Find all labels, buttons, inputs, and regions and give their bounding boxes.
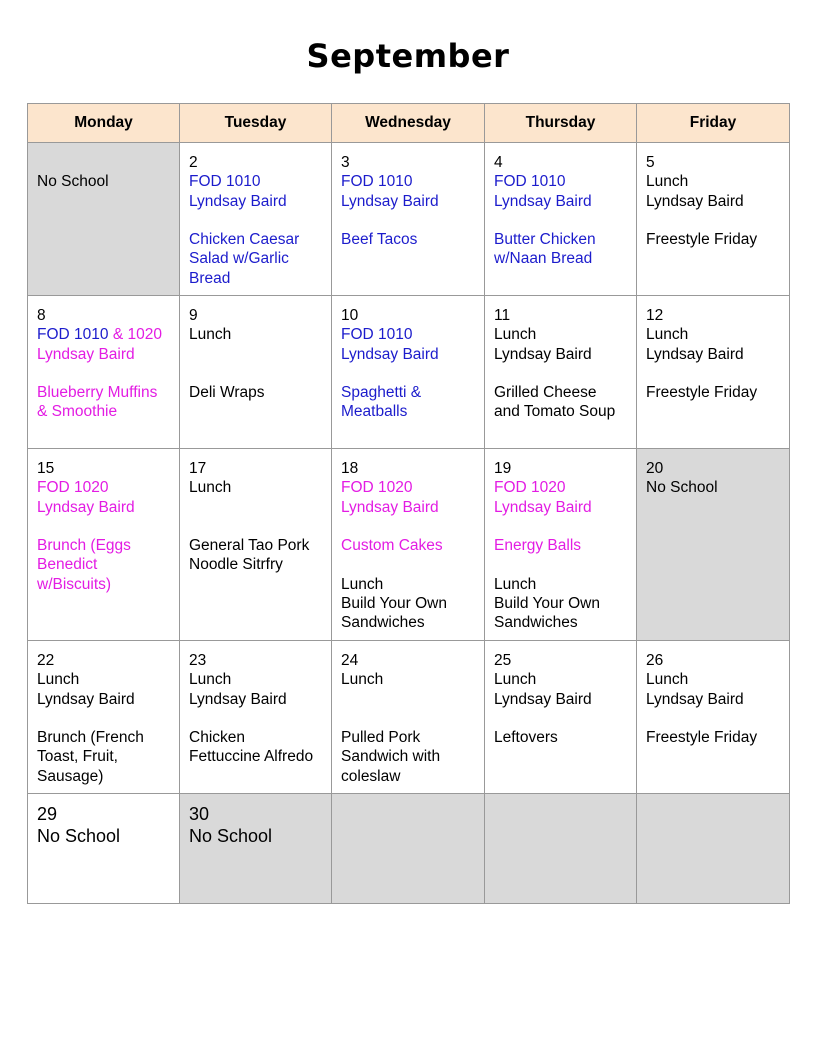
day-cell [485,449,637,641]
day-cell [332,641,485,794]
menu-item: Custom Cakes [341,537,443,555]
course-code: Lunch [646,173,689,191]
course-code: Lunch [189,671,232,689]
menu-item: w/Biscuits) [37,575,112,593]
date-number: 18 [341,460,359,477]
menu-item: Chicken [189,729,245,747]
course-code: Lunch [189,479,232,497]
menu-item: Butter Chicken [494,231,596,249]
date-number: 24 [341,652,359,669]
menu-item: Salad w/Garlic [189,250,289,268]
day-cell-empty [485,794,637,904]
date-number: 9 [189,307,198,324]
date-number: 15 [37,460,55,477]
day-cell-no-school [28,143,180,296]
date-number: 11 [494,307,511,324]
date-number: 10 [341,307,359,324]
day-cell [332,143,485,296]
teacher-name: Lyndsay Baird [494,498,592,516]
date-number: 29 [37,804,58,824]
course-code [37,325,170,344]
menu-item: Beef Tacos [341,231,418,249]
teacher-name: Lyndsay Baird [646,192,744,210]
teacher-name: Lyndsay Baird [646,345,744,363]
course-code: FOD 1010 [341,173,413,191]
date-number: 19 [494,460,512,477]
teacher-name: Lyndsay Baird [341,192,439,210]
menu-item: Spaghetti & [341,384,422,402]
menu-item: General Tao Pork [189,537,310,555]
date-number: 3 [341,154,350,171]
menu-item: coleslaw [341,767,401,785]
calendar-week-row [28,794,790,904]
course-code: Lunch [341,671,384,689]
teacher-name: Lyndsay Baird [37,345,135,363]
header-wednesday: Wednesday [332,104,485,143]
menu-item: Freestyle Friday [646,729,758,747]
day-cell [637,641,790,794]
day-cell [180,641,332,794]
menu-item: Fettuccine Alfredo [189,748,314,766]
course-code-1010: FOD 1010 [37,326,109,344]
menu-item: Sandwich with [341,748,441,766]
date-number: 20 [646,460,664,477]
course-code: Lunch [189,326,232,344]
menu-item: Chicken Caesar [189,231,300,249]
course-code-ampersand: & [108,326,128,344]
teacher-name: Lyndsay Baird [341,345,439,363]
date-number: 5 [646,154,655,171]
day-cell-empty [332,794,485,904]
menu-item: Freestyle Friday [646,231,758,249]
teacher-name: Lyndsay Baird [494,690,592,708]
teacher-name: Lyndsay Baird [189,192,287,210]
day-cell-no-school [637,449,790,641]
date-number: 2 [189,154,198,171]
calendar-table [27,103,790,904]
lunch-menu-item: Sandwiches [341,614,425,632]
header-monday: Monday [28,104,180,143]
day-cell [485,143,637,296]
day-cell [485,296,637,449]
day-cell [332,449,485,641]
lunch-menu-item: Sandwiches [494,614,578,632]
menu-item: Noodle Sitrfry [189,556,283,574]
lunch-label: Lunch [494,575,537,593]
day-cell [485,641,637,794]
menu-item: Brunch (French [37,729,144,747]
menu-item: & Smoothie [37,403,118,421]
course-code: Lunch [37,671,80,689]
menu-item: Freestyle Friday [646,384,758,402]
menu-item: Brunch (Eggs [37,537,131,555]
day-cell [28,296,180,449]
date-number: 25 [494,652,512,669]
no-school-label: No School [37,826,121,846]
lunch-menu-item: Build Your Own [341,595,447,613]
day-cell [180,449,332,641]
date-number: 30 [189,804,210,824]
calendar-week-row [28,641,790,794]
menu-item: Blueberry Muffins [37,384,158,402]
day-cell [637,296,790,449]
date-number: 8 [37,307,46,324]
menu-item: and Tomato Soup [494,403,616,421]
teacher-name: Lyndsay Baird [494,192,592,210]
date-number: 17 [189,460,207,477]
lunch-menu-item: Build Your Own [494,595,600,613]
date-number: 12 [646,307,664,324]
course-code: Lunch [646,326,689,344]
calendar-week-row [28,449,790,641]
menu-item: Energy Balls [494,537,582,555]
date-number: 26 [646,652,664,669]
teacher-name: Lyndsay Baird [37,498,135,516]
date-number: 4 [494,154,503,171]
course-code: FOD 1010 [341,326,413,344]
menu-item: Leftovers [494,729,558,747]
menu-item: Deli Wraps [189,384,265,402]
menu-item: Grilled Cheese [494,384,597,402]
teacher-name: Lyndsay Baird [341,498,439,516]
calendar-header-row [28,104,790,143]
day-cell [637,143,790,296]
day-cell-no-school [180,794,332,904]
day-cell [28,449,180,641]
course-code: FOD 1010 [494,173,566,191]
date-number: 22 [37,652,55,669]
teacher-name: Lyndsay Baird [494,345,592,363]
header-friday: Friday [637,104,790,143]
course-code-1020: 1020 [127,326,162,344]
day-cell [332,296,485,449]
day-cell [28,794,180,904]
header-tuesday: Tuesday [180,104,332,143]
calendar-week-row [28,143,790,296]
no-school-label: No School [189,826,273,846]
menu-item: Meatballs [341,403,408,421]
day-cell [180,143,332,296]
teacher-name: Lyndsay Baird [189,690,287,708]
menu-item: Bread [189,269,231,287]
menu-item: Pulled Pork [341,729,421,747]
lunch-label: Lunch [341,575,384,593]
teacher-name: Lyndsay Baird [37,690,135,708]
menu-item: Sausage) [37,767,104,785]
course-code: Lunch [494,326,537,344]
day-cell [180,296,332,449]
no-school-label: No School [646,479,718,497]
course-code: FOD 1020 [494,479,566,497]
teacher-name: Lyndsay Baird [646,690,744,708]
course-code: Lunch [494,671,537,689]
day-cell [28,641,180,794]
course-code: FOD 1010 [189,173,261,191]
date-number: 23 [189,652,207,669]
course-code: FOD 1020 [37,479,109,497]
no-school-label: No School [37,173,109,191]
menu-item: Toast, Fruit, [37,748,118,766]
header-thursday: Thursday [485,104,637,143]
menu-item: w/Naan Bread [494,250,593,268]
calendar-week-row [28,296,790,449]
course-code: Lunch [646,671,689,689]
menu-item: Benedict [37,556,98,574]
day-cell-empty [637,794,790,904]
course-code: FOD 1020 [341,479,413,497]
page-title: September [306,37,510,75]
